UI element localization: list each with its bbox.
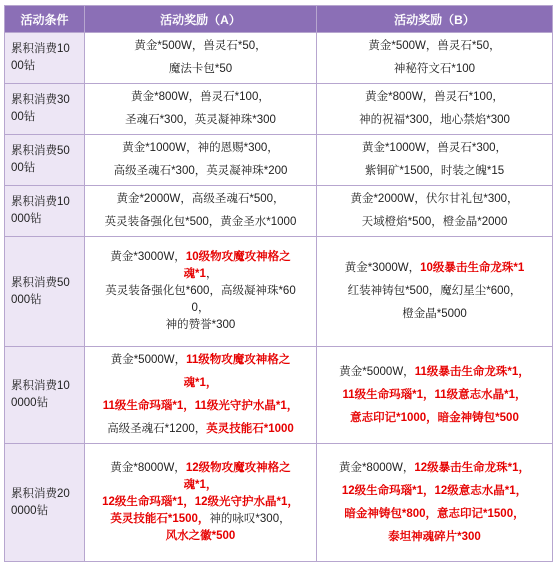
reward-text: 天域橙焰*500，橙金晶*2000 [361,216,508,228]
reward-row [5,33,553,84]
reward-line [321,35,548,58]
highlight-reward-text: 12级物攻魔攻神格之 [185,462,291,474]
reward-a-cell [85,84,317,135]
reward-text: 魔法卡包*50 [168,63,233,75]
reward-text: 神的祝福*300，地心禁焰*300 [359,114,510,126]
reward-b-cell [317,84,553,135]
condition-cell: 累积消费10 00钻 [5,33,85,84]
reward-text: ， [205,268,218,280]
reward-line [321,58,548,81]
highlight-reward-text: 12级生命玛瑙*1，12级意志水晶*1， [341,484,528,497]
condition-cell: 累积消费10 000钻 [5,186,85,237]
reward-line [89,372,312,395]
reward-row [5,347,553,444]
highlight-reward-text: 意志印记*1000，暗金神铸包*500 [350,411,519,424]
reward-line [321,137,548,160]
reward-line [89,460,312,477]
reward-text: 高级圣魂石*1200， [107,423,207,435]
reward-line [89,249,312,266]
reward-line [89,300,312,317]
reward-line [89,109,312,132]
reward-text: 橙金晶*5000 [402,308,467,320]
reward-line [321,109,548,132]
reward-line [89,266,312,283]
reward-line [321,188,548,211]
reward-line [89,211,312,234]
reward-line [89,511,312,528]
reward-row [5,186,553,237]
reward-text: 黄金*800W，兽灵石*100， [365,91,504,103]
highlight-reward-text: 魂*1， [183,479,218,491]
reward-line [89,283,312,300]
reward-line [321,384,548,407]
reward-text: 黄金*5000W， [110,354,187,366]
reward-line [89,137,312,160]
reward-text: 黄金*1000W，兽灵石*300， [361,142,508,154]
reward-text: 黄金*2000W，伏尔甘礼包*300， [350,193,519,205]
highlight-reward-text: 暗金神铸包*800，意志印记*1500， [344,507,525,520]
reward-line [321,480,548,503]
reward-text: 红装神铸包*500，魔幻星尘*600， [347,285,522,297]
reward-text: 黄金*5000W， [339,365,415,378]
highlight-reward-text: 泰坦神魂碎片*300 [388,530,481,543]
reward-text: 神秘符文石*100 [393,63,476,75]
reward-line [321,211,548,234]
highlight-reward-text: 11级生命玛瑙*1，11级光守护水晶*1， [102,400,299,412]
highlight-reward-text: 11级物攻魔攻神格之 [186,354,291,366]
highlight-reward-text: 英灵技能石*1000 [206,423,294,435]
highlight-reward-text: 魂*1， [183,377,218,389]
reward-text: 0， [191,302,210,314]
reward-line [321,257,548,280]
highlight-reward-text: 12级生命玛瑙*1，12级光守护水晶*1， [102,496,299,508]
reward-line [89,160,312,183]
highlight-reward-text: 12级暴击生命龙珠*1， [414,461,531,474]
reward-line [321,160,548,183]
reward-text: 黄金*2000W，高级圣魂石*500， [116,193,285,205]
reward-row [5,237,553,347]
reward-text: 黄金*3000W， [344,262,421,274]
reward-line [321,503,548,526]
reward-b-cell [317,347,553,444]
reward-a-cell [85,444,317,562]
reward-b-cell [317,237,553,347]
reward-line [89,58,312,81]
condition-cell: 累积消费50 00钻 [5,135,85,186]
reward-a-cell [85,237,317,347]
highlight-reward-text: 魂*1 [183,268,206,280]
reward-line [89,418,312,441]
reward-line [321,526,548,549]
header-reward-a: 活动奖励（A） [85,6,317,33]
condition-cell: 累积消费20 0000钻 [5,444,85,562]
highlight-reward-text: 11级生命玛瑙*1，11级意志水晶*1， [342,388,527,401]
condition-cell: 累积消费10 0000钻 [5,347,85,444]
reward-line [89,349,312,372]
reward-a-cell [85,186,317,237]
reward-text: 黄金*500W，兽灵石*50， [368,40,501,52]
reward-text: 黄金*8000W， [338,461,415,474]
reward-line [321,86,548,109]
reward-line [89,317,312,334]
reward-text: 黄金*800W，兽灵石*100， [131,91,270,103]
reward-line [89,395,312,418]
reward-table [4,5,553,562]
reward-a-cell [85,33,317,84]
reward-b-cell [317,444,553,562]
reward-b-cell [317,135,553,186]
reward-text: 圣魂石*300，英灵凝神珠*300 [125,114,276,126]
reward-row [5,84,553,135]
reward-a-cell [85,135,317,186]
reward-text: 高级圣魂石*300，英灵凝神珠*200 [113,165,288,177]
highlight-reward-text: 10级物攻魔攻神格之 [185,251,291,263]
reward-text: 黄金*3000W， [110,251,186,263]
reward-line [321,407,548,430]
reward-line [89,188,312,211]
reward-text: 神的咏叹*300， [209,513,291,525]
reward-text: 神的赞誉*300 [165,319,236,331]
reward-line [89,528,312,545]
header-row [5,6,553,33]
reward-text: 紫铜矿*1500，时装之魄*15 [364,165,505,177]
highlight-reward-text: 风水之徽*500 [165,530,236,542]
reward-a-cell [85,347,317,444]
header-reward-b: 活动奖励（B） [317,6,553,33]
reward-line [321,361,548,384]
highlight-reward-text: 11级暴击生命龙珠*1， [414,365,530,378]
reward-line [89,35,312,58]
highlight-reward-text: 10级暴击生命龙珠*1 [420,262,525,274]
reward-row [5,444,553,562]
reward-text: 黄金*500W，兽灵石*50， [134,40,267,52]
reward-line [89,86,312,109]
highlight-reward-text: 英灵技能石*1500， [110,513,210,525]
header-condition: 活动条件 [5,6,85,33]
reward-line [89,494,312,511]
reward-line [321,457,548,480]
reward-b-cell [317,33,553,84]
reward-line [321,303,548,326]
reward-row [5,135,553,186]
reward-line [89,477,312,494]
reward-line [321,280,548,303]
reward-text: 黄金*1000W，神的恩赐*300， [122,142,279,154]
reward-text: 英灵装备强化包*600，高级凝神珠*60 [105,285,296,297]
reward-text: 黄金*8000W， [110,462,186,474]
reward-b-cell [317,186,553,237]
reward-text: 英灵装备强化包*500，黄金圣水*1000 [104,216,297,228]
condition-cell: 累积消费30 00钻 [5,84,85,135]
condition-cell: 累积消费50 000钻 [5,237,85,347]
